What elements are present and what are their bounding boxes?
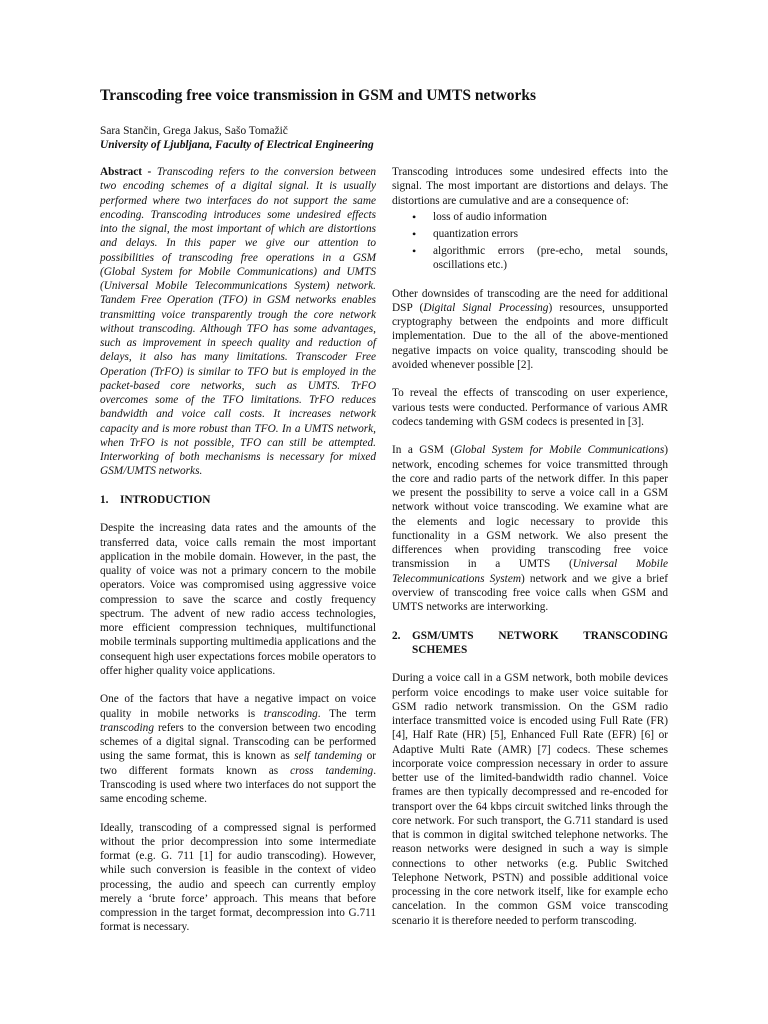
abstract-label: Abstract - [100, 166, 152, 178]
intro-paragraph-2: One of the factors that have a negative impact on voice quality in mobile networks is transcoding. The term transcoding refers to the conversion between two encoding schemes of a digital signal. Transcoding can be performed using the same format, this is known as self tandeming or two different formats known as cross tandeming. Transcoding is used where two interfaces do not support the same encoding scheme. [100, 693, 377, 805]
paper-title: Transcoding free voice transmission in GSM and UMTS networks [100, 87, 537, 104]
right-paragraph-1: Transcoding introduces some undesired effects into the signal. The most important are distortions and delays. The distortions are cumulative and are a consequence of: [392, 166, 668, 207]
list-item: • algorithmic errors (pre-echo, metal sounds, oscillations etc.) [392, 244, 668, 273]
section-heading-introduction [100, 493, 376, 507]
section2-paragraph-1: During a voice call in a GSM network, both mobile devices perform voice encodings to make user voice suitable for GSM radio network transmission. On the GSM radio interface transmitted voice is encoded using Full Rate (FR) [4], Half Rate (HR) [5], Enhanced Full Rate (EFR) [6] or Adaptive Multi Rate (AMR) [7] codecs. These schemes incorporate voice compression necessary in order to assure better use of the limited-bandwidth radio channel. Voice frames are then typically decompressed and re-encoded for transport over the 64 kbps circuit switched links through the core network. For such transport, the G.711 standard is used that is common in digital switched telephone networks. The reason networks were designed in such a way is simple connections to other networks (e.g. Public Switched Telephone Network, PSTN) and possible additional voice processing in the core network itself, like for example echo cancelation. In the common GSM voice transcoding scenario it is therefore needed to perform transcoding. [392, 672, 668, 927]
section-title-continued: SCHEMES [412, 643, 468, 656]
abstract-text: Transcoding refers to the conversion between two encoding schemes of a digital signal. It is usually performed where two interfaces do not support the same encoding. Transcoding introduces some undesired effects into the signal, the most important of which are distortions and delays. In this paper we give our attention to possibilities of transcoding free operations in a GSM (Global System for Mobile Communications) and UMTS (Universal Mobile Telecommunications System) network. Tandem Free Operation (TFO) in GSM networks enables transmitting voice transparently trough the core network without transcoding. Although TFO has some advantages, such as improvement in speech quality and reduction of delays, it also has many limitations. Transcoder Free Operation (TrFO) is similar to TFO but is employed in the packet-based core networks, such as UMTS. TrFO overcomes some of the TFO limitations. TrFO reduces bandwidth and voice call costs. It increases network capacity and is more robust than TFO. In a UMTS network, when TrFO is not possible, TFO can still be attempted. Interworking of both mechanisms is necessary for mixed GSM/UMTS networks. [100, 166, 376, 478]
section-title: INTRODUCTION [120, 493, 211, 506]
right-paragraph-3: To reveal the effects of transcoding on user experience, various tests were conducted. Performance of various AMR codecs tandeming with GSM codecs is presented in [3]. [392, 387, 668, 428]
paper-authors: Sara Stančin, Grega Jakus, Sašo Tomažič [100, 125, 288, 137]
section-heading-schemes [392, 629, 668, 643]
section-number: 2. [392, 629, 401, 642]
distortion-list [392, 210, 668, 272]
intro-paragraph-1: Despite the increasing data rates and the amounts of the transferred data, voice calls remain the most important application in the mobile domain. However, in the past, the quality of voice was not a primary concern to the mobile operators. Voice was compromised using aggressive voice compression to save the scarce and costly frequency spectrum. The advent of new radio access technologies, more efficient compression techniques, multifunctional mobile terminals supporting multimedia applications and the consequent high user expectations forces mobile operators to offer higher quality voice applications. [100, 522, 376, 677]
right-paragraph-2: Other downsides of transcoding are the need for additional DSP (Digital Signal Processing) resources, unsupported cryptography between the endpoints and more difficult implementation. Due to the all of the above-mentioned negative impacts on voice quality, transcoding should be avoided whenever possible [2]. [392, 287, 668, 371]
list-item: • loss of audio information [392, 210, 668, 224]
right-paragraph-4: In a GSM (Global System for Mobile Communications) network, encoding schemes for voice transmitted through the core and radio parts of the network differ. In this paper we present the possibility to serve a voice call in a GSM network without voice transcoding. We examine what are the elements and logic necessary to provide this functionality in a GSM network. We also present the differences when providing transcoding free voice transmission in a UMTS (Universal Mobile Telecommunications System) network and we give a brief overview of transcoding free voice calls when GSM and UMTS networks are interworking. [392, 444, 669, 613]
left-column [100, 165, 376, 935]
list-item: • quantization errors [392, 227, 668, 241]
section-heading-schemes-cont [392, 643, 668, 657]
paper-affiliation: University of Ljubljana, Faculty of Electrical Engineering [100, 139, 374, 151]
section-title: GSM/UMTS NETWORK TRANSCODING [412, 629, 668, 642]
intro-paragraph-3: Ideally, transcoding of a compressed signal is performed without the prior decompression into some intermediate format (e.g. G. 711 [1] for audio transcoding). However, while such conversion is feasible in the context of video processing, the audio and speech can currently employ merely a ‘brute force’ approach. This means that before compression in the target format, decompression into G.711 format is necessary. [100, 821, 376, 934]
abstract [100, 165, 376, 479]
right-column [392, 165, 668, 928]
section-number: 1. [100, 493, 109, 506]
